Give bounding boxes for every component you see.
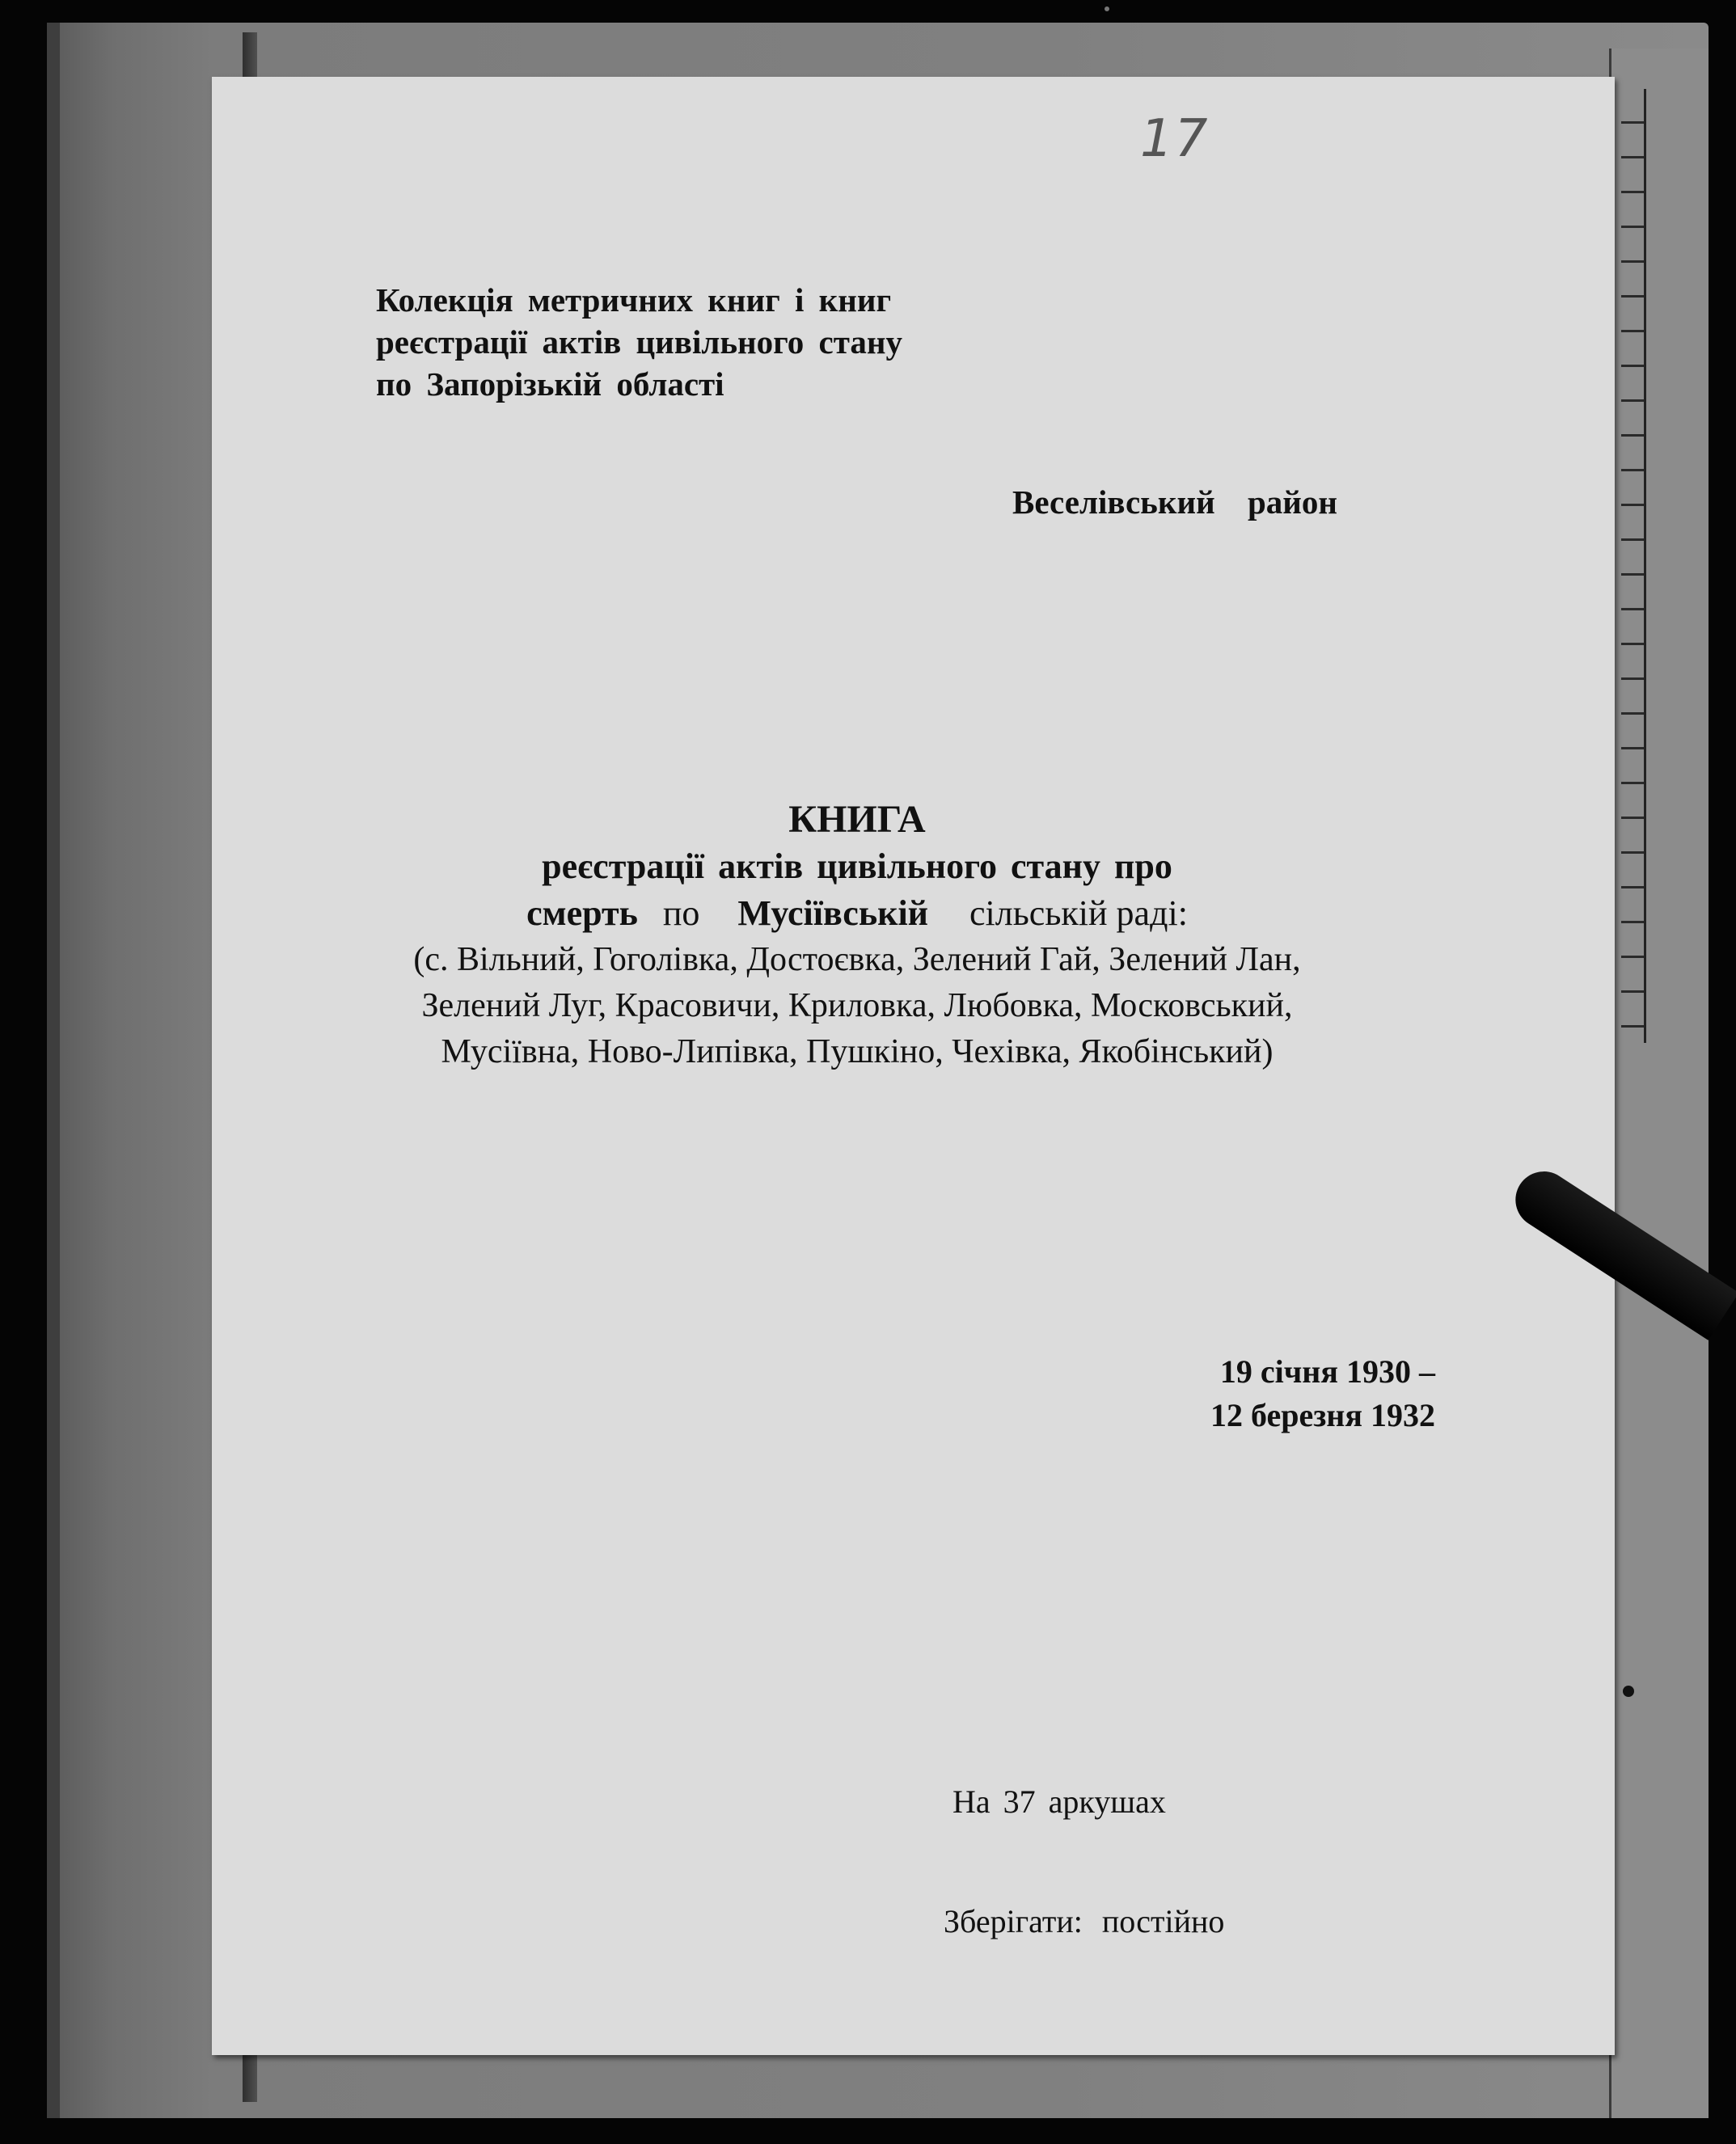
book-subtitle: реєстрації актів цивільного стану про [542, 846, 1172, 886]
word-po: по [662, 893, 700, 933]
sheet-edges [1621, 89, 1646, 1043]
scan-dust-mark [1105, 6, 1109, 11]
collection-line-3: по Запорізькій області [376, 365, 724, 403]
villages-line-2: Зелений Луг, Красовичи, Криловка, Любовка, Московський, [421, 987, 1293, 1024]
collection-heading [376, 279, 1023, 405]
book-title: КНИГА [788, 798, 926, 841]
date-from: 19 січня 1930 – [1219, 1353, 1435, 1390]
book-title-block [243, 796, 1472, 1075]
word-death: смерть [526, 893, 638, 933]
collection-line-2: реєстрації актів цивільного стану [376, 323, 902, 361]
date-to: 12 березня 1932 [1210, 1397, 1435, 1433]
villages-line-1: (с. Вільний, Гоголівка, Достоєвка, Зелений Гай, Зелений Лан, [413, 941, 1301, 978]
collection-line-1: Колекція метричних книг і книг [376, 281, 892, 319]
sheet-count: На 37 аркушах [952, 1783, 1166, 1820]
retention-note: Зберігати: постійно [944, 1903, 1225, 1939]
district-label: Веселівський район [1012, 483, 1338, 521]
handwritten-folio-number: 17 [1140, 109, 1210, 169]
council-name: Мусіївській [737, 893, 929, 933]
date-range [1176, 1350, 1435, 1437]
villages-line-3: Мусіївна, Ново-Липівка, Пушкіно, Чехівка, Якобінський) [441, 1033, 1273, 1070]
council-line [243, 890, 1472, 937]
punch-hole [1623, 1686, 1634, 1697]
council-suffix: сільській раді: [969, 893, 1188, 933]
folder-edge [47, 23, 60, 2118]
